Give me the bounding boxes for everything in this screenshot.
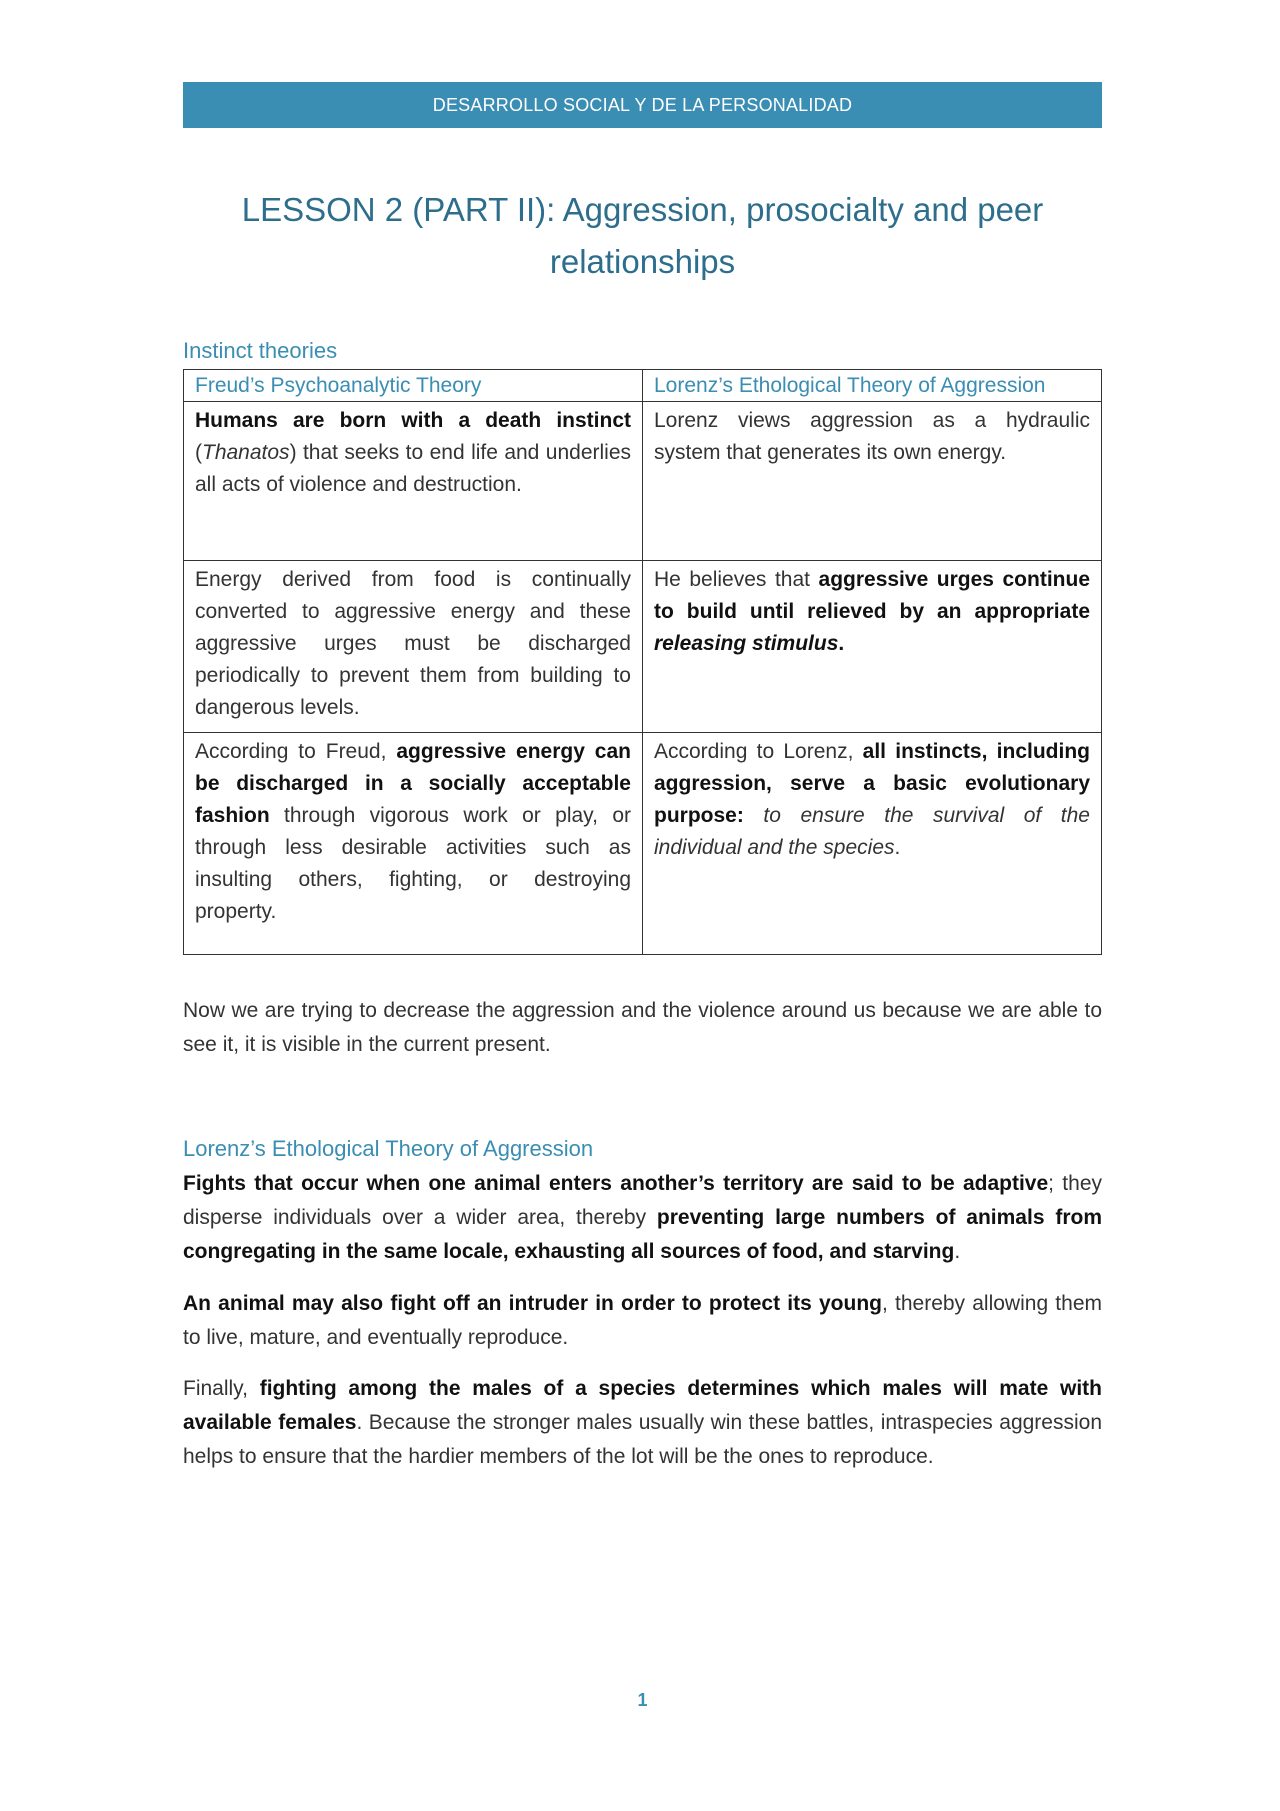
emphasis bbox=[654, 632, 838, 655]
header-banner: DESARROLLO SOCIAL Y DE LA PERSONALIDAD bbox=[183, 82, 1102, 128]
emphasis: preventing large numbers of animals from congregating in the same locale, exhausting all sources of food, and starving bbox=[183, 1206, 1102, 1263]
column-header-freud: Freud’s Psychoanalytic Theory bbox=[184, 370, 643, 402]
text: ; they disperse individuals over a wider area, thereby bbox=[183, 1172, 1102, 1229]
text: , thereby allowing them to live, mature, and eventually reproduce. bbox=[183, 1292, 1102, 1349]
emphasis: Humans are born with a death instinct bbox=[195, 409, 631, 432]
page-number: 1 bbox=[637, 1690, 648, 1710]
table-cell-lorenz bbox=[643, 402, 1102, 561]
table-cell-freud bbox=[184, 733, 643, 955]
text: Energy derived from food is continually converted to aggressive energy and these aggressive urges must be discharged periodically to prevent them from building to dangerous levels. bbox=[195, 568, 631, 719]
text: ) that seeks to end life and underlies all acts of violence and destruction. bbox=[195, 441, 631, 496]
text: through vigorous work or play, or through less desirable activities such as insulting others, fighting, or destroying property. bbox=[195, 804, 631, 923]
text: ( bbox=[195, 441, 202, 464]
table-cell-lorenz bbox=[643, 733, 1102, 955]
emphasis: fighting among the males of a species determines which males will mate with available females bbox=[183, 1377, 1102, 1434]
emphasis: aggressive urges continue to build until relieved by an appropriate bbox=[654, 568, 1090, 623]
section-heading-instinct-theories: Instinct theories bbox=[183, 338, 338, 363]
text: He believes that bbox=[654, 568, 819, 591]
column-header-lorenz: Lorenz’s Ethological Theory of Aggression bbox=[643, 370, 1102, 402]
note-paragraph: Now we are trying to decrease the aggression and the violence around us because we are able to see it, it is visible in the current present. bbox=[183, 999, 1102, 1056]
instinct-theories-table bbox=[183, 369, 1102, 955]
table-row bbox=[184, 733, 1102, 955]
italic-term: Thanatos bbox=[202, 441, 290, 464]
table-cell-lorenz bbox=[643, 561, 1102, 733]
text: . Because the stronger males usually win these battles, intraspecies aggression helps to ensure that the hardier members of the lot will be the ones to reproduce. bbox=[183, 1411, 1102, 1468]
lorenz-paragraph-territory bbox=[183, 1167, 1102, 1269]
lorenz-paragraph-mating bbox=[183, 1372, 1102, 1474]
italic-term: to ensure the survival of the individual and the species bbox=[654, 804, 1090, 859]
emphasis: . bbox=[838, 632, 845, 655]
emphasis: aggressive energy can be discharged in a socially acceptable fashion bbox=[195, 740, 631, 827]
table-row bbox=[184, 561, 1102, 733]
emphasis: An animal may also fight off an intruder in order to protect its young bbox=[183, 1292, 882, 1315]
text bbox=[744, 804, 764, 827]
text: Lorenz views aggression as a hydraulic system that generates its own energy. bbox=[654, 409, 1090, 464]
table-cell-freud bbox=[184, 561, 643, 733]
italic-term: releasing stimulus bbox=[654, 632, 839, 655]
emphasis: Fights that occur when one animal enters another’s territory are said to be adaptive bbox=[183, 1172, 1049, 1195]
emphasis: all instincts, including aggression, serve a basic evolutionary purpose: bbox=[654, 740, 1090, 827]
section-heading-lorenz: Lorenz’s Ethological Theory of Aggression bbox=[183, 1136, 594, 1161]
text: . bbox=[954, 1240, 961, 1263]
lorenz-paragraph-young bbox=[183, 1287, 1102, 1355]
table-cell-freud bbox=[184, 402, 643, 561]
text: . bbox=[894, 836, 901, 859]
table-header-row bbox=[184, 370, 1102, 402]
text: Finally, bbox=[183, 1377, 260, 1400]
text: According to Freud, bbox=[195, 740, 397, 763]
page-title: LESSON 2 (PART II): Aggression, prosocialty and peer relationships bbox=[241, 191, 1044, 280]
text: According to Lorenz, bbox=[654, 740, 863, 763]
table-row bbox=[184, 402, 1102, 561]
